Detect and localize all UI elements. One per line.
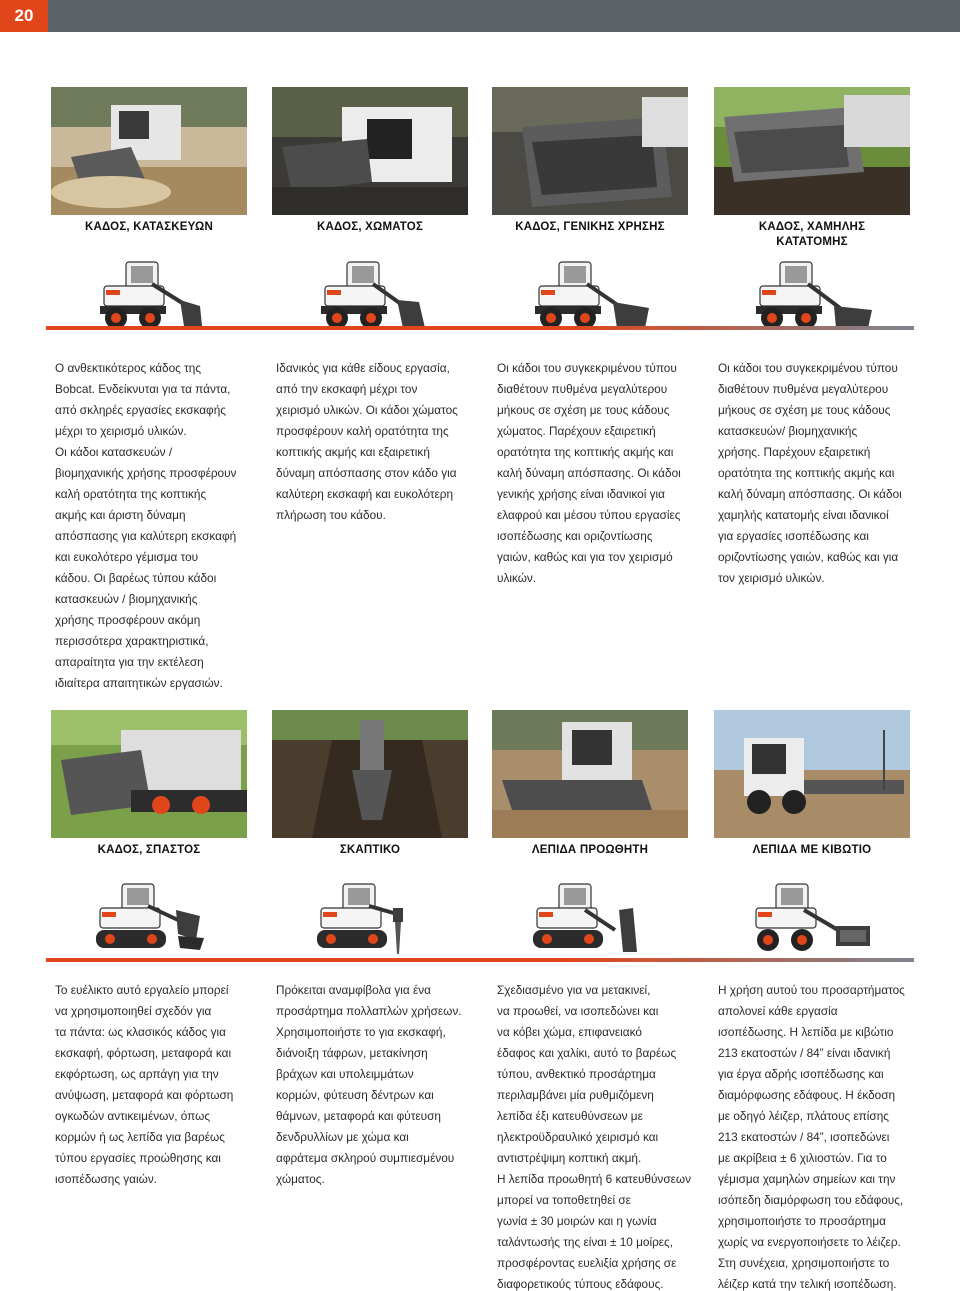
photo-auger xyxy=(272,710,468,838)
paragraph: Ιδανικός για κάθε είδους εργασία, από την εκσκαφή μέχρι τον χειρισμό υλικών. Οι κάδοι χώματος προσφέρουν καλή ορατότητα της κοπτικής ακμής και εξαιρετική δύναμη απόσπασης στον κάδο για καλύτερη εκσκαφή και ευκολότερη πλήρωση του κάδου. xyxy=(276,361,458,522)
caption-construction-bucket: ΚΑΔΟΣ, ΚΑΤΑΣΚΕΥΩΝ xyxy=(85,221,213,233)
photo-dozer-blade xyxy=(492,710,688,838)
paragraph: Πρόκειται αναμφίβολα για ένα προσάρτημα πολλαπλών χρήσεων. Χρησιμοποιήστε το για εκσκαφή, διάνοιξη τάφρων, μετακίνηση βράχων και υπολειμμάτων κορμών, φύτευση δέντρων και θάμνων, μεταφορά και φύτευση δενδρυλλίων με χώμα και αφράτεμα σκληρού συμπιεσμένου χώματος. xyxy=(276,983,462,1186)
text-general-purpose-bucket xyxy=(497,358,697,589)
section-divider-2 xyxy=(46,958,914,962)
photo-box-blade xyxy=(714,710,910,838)
page-number: 20 xyxy=(0,0,48,32)
text-low-profile-bucket xyxy=(718,358,918,589)
caption-4in1-bucket: ΚΑΔΟΣ, ΣΠΑΣΤΟΣ xyxy=(97,844,201,856)
text-dirt-bucket xyxy=(276,358,476,526)
photo-general-purpose-bucket xyxy=(492,87,688,215)
paragraph: Οι κάδοι του συγκεκριμένου τύπου διαθέτουν πυθμένα μεγαλύτερου μήκους σε σχέση με τους κάδους χώματος. Παρέχουν εξαιρετική ορατότητα της κοπτικής ακμής και καλή δύναμη απόσπασης. Οι κάδοι γενικής χρήσης είναι ιδανικοί για ελαφρού και μέσου τύπου εργασίες ισοπέδωσης και οριζοντίωσης γαιών, καθώς και για τον χειρισμό υλικών. xyxy=(497,361,681,585)
text-box-blade xyxy=(718,980,918,1291)
caption-dirt-bucket: ΚΑΔΟΣ, ΧΩΜΑΤΟΣ xyxy=(316,221,424,233)
paragraph: Οι κάδοι του συγκεκριμένου τύπου διαθέτουν πυθμένα μεγαλύτερου μήκους σε σχέση με τους κάδους κατασκευών/ βιομηχανικής χρήσης. Παρέχουν εξαιρετική ορατότητα της κοπτικής ακμής και καλή δύναμη απόσπασης. Οι κάδοι χαμηλής κατατομής είναι ιδανικοί για εργασίες ισοπέδωσης και οριζοντίωσης γαιών, καθώς και για τον χειρισμό υλικών. xyxy=(718,361,902,585)
caption-auger: ΣΚΑΠΤΙΚΟ xyxy=(339,844,401,856)
illustration-loader-construction-bucket xyxy=(92,258,212,334)
paragraph: Το ευέλικτο αυτό εργαλείο μπορεί να χρησιμοποιηθεί σχεδόν για τα πάντα: ως κλασικός κάδος για εκσκαφή, φόρτωση, μεταφορά και εκφόρτωση, ως αρπάγη για την ανύψωση, μεταφορά και φόρτωση ογκωδών αντικειμένων, όπως κορμών ή ως λεπίδα για βαρέως τύπου εργασίες προώθησης και ισοπέδωσης γαιών. xyxy=(55,983,234,1186)
text-4in1-bucket xyxy=(55,980,255,1190)
illustration-loader-low-profile-bucket xyxy=(754,258,874,334)
caption-low-profile-bucket: ΚΑΔΟΣ, ΧΑΜΗΛΗΣ ΚΑΤΑΤΟΜΗΣ xyxy=(758,221,866,248)
illustration-loader-general-bucket xyxy=(533,258,653,334)
caption-dozer-blade: ΛΕΠΙΔΑ ΠΡΟΩΘΗΤΗ xyxy=(531,844,649,856)
text-dozer-blade xyxy=(497,980,697,1291)
top-header-bar xyxy=(0,0,960,32)
text-auger xyxy=(276,980,476,1190)
caption-box-blade: ΛΕΠΙΔΑ ΜΕ ΚΙΒΩΤΙΟ xyxy=(752,844,872,856)
illustration-loader-auger xyxy=(313,880,433,956)
paragraph: Σχεδιασμένο για να μετακινεί, να προωθεί, να ισοπεδώνει και να κόβει χώμα, επιφανειακό έδαφος και χαλίκι, αυτό το βαρέως τύπου, ανθεκτικό προσάρτημα περιλαμβάνει μία ρυθμιζόμενη λεπίδα έξι κατευθύνσεων με ηλεκτροϋδραυλικό χειρισμό και αντιστρέψιμη κοπτική ακμή. Η λεπίδα προωθητή 6 κατευθύνσεων μπορεί να τοποθετηθεί σε γωνία ± 30 μοιρών και η γωνία ταλάντωσής της είναι ± 10 μοίρες, προσφέροντας ευελιξία χρήσης σε διαφορετικούς τύπους εδάφους. xyxy=(497,983,691,1291)
illustration-loader-box-blade xyxy=(754,880,874,956)
text-construction-bucket xyxy=(55,358,255,694)
caption-general-purpose-bucket: ΚΑΔΟΣ, ΓΕΝΙΚΗΣ ΧΡΗΣΗΣ xyxy=(515,221,665,233)
paragraph: Ο ανθεκτικότερος κάδος της Bobcat. Ενδείκνυται για τα πάντα, από σκληρές εργασίες εκσκαφής μέχρι το χειρισμό υλικών. Οι κάδοι κατασκευών / βιομηχανικής χρήσης προσφέρουν καλή ορατότητα της κοπτικής ακμής και άριστη δύναμη απόσπασης για καλύτερη εκσκαφή και ευκολότερο γέμισμα του κάδου. Οι βαρέως τύπου κάδοι κατασκευών / βιομηχανικής χρήσης προσφέρουν ακόμη περισσότερα χαρακτηριστικά, απαραίτητα για την εκτέλεση ιδιαίτερα απαιτητικών εργασιών. xyxy=(55,361,237,690)
illustration-loader-4in1-bucket xyxy=(92,880,212,956)
section-divider-1 xyxy=(46,326,914,330)
photo-4in1-bucket xyxy=(51,710,247,838)
photo-dirt-bucket xyxy=(272,87,468,215)
photo-low-profile-bucket xyxy=(714,87,910,215)
paragraph: Η χρήση αυτού του προσαρτήματος απολονεί κάθε εργασία ισοπέδωσης. Η λεπίδα με κιβώτιο 213 εκατοστών / 84” είναι ιδανική για έργα αδρής ισοπέδωσης και διαμόρφωσης εδάφους. Η έκδοση με οδηγό λέιζερ, πλάτους επίσης 213 εκατοστών / 84”, ισοπεδώνει με ακρίβεια ± 6 χιλιοστών. Για το γέμισμα χαμηλών σημείων και την ισόπεδη διαμόρφωση του εδάφους, χρησιμοποιήστε το προσάρτημα χωρίς να ενεργοποιήσετε το λέιζερ. Στη συνέχεια, χρησιμοποιήστε το λέιζερ κατά την τελική ισοπέδωση. xyxy=(718,983,905,1291)
illustration-loader-dozer-blade xyxy=(533,880,653,956)
illustration-loader-dirt-bucket xyxy=(313,258,433,334)
photo-construction-bucket xyxy=(51,87,247,215)
